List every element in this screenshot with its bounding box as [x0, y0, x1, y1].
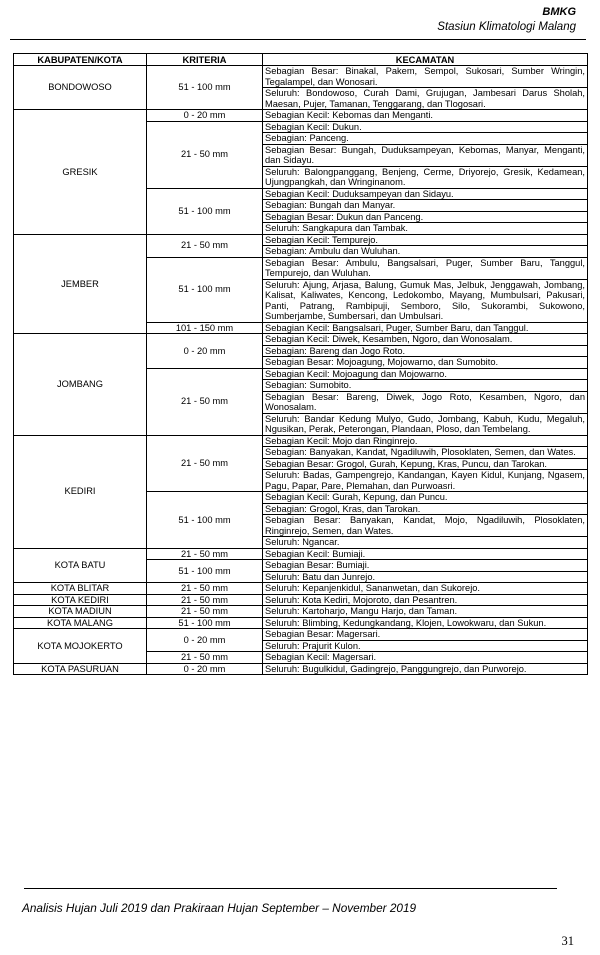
- kabupaten-cell: KOTA BATU: [14, 548, 147, 583]
- header-divider: [10, 39, 586, 40]
- kabupaten-cell: KOTA BLITAR: [14, 583, 147, 595]
- kecamatan-cell: Sebagian Besar: Banyakan, Kandat, Mojo, Ngadiluwih, Plosoklaten, Ringinrejo, Semen, dan Wates.: [263, 515, 588, 537]
- table-row: [14, 629, 588, 641]
- kecamatan-cell: Seluruh: Bugulkidul, Gadingrejo, Panggungrejo, dan Purworejo.: [263, 663, 588, 675]
- kecamatan-cell: Sebagian Besar: Dukun dan Panceng.: [263, 211, 588, 223]
- kecamatan-cell: Sebagian Kecil: Tempurejo.: [263, 234, 588, 246]
- kecamatan-cell: Sebagian Kecil: Magersari.: [263, 652, 588, 664]
- kecamatan-cell: Seluruh: Ajung, Arjasa, Balung, Gumuk Mas, Jelbuk, Jenggawah, Jombang, Kalisat, Kaliwates, Kencong, Ledokombo, Mayang, Mumbulsari, Pakusari, Panti, Patrang, Rambipuji, Semboro, Silo, Sukorambi, Sukowono, Sumberjambe, Sumbersari, dan Umbulsari.: [263, 279, 588, 322]
- kriteria-cell: 51 - 100 mm: [147, 257, 263, 322]
- kecamatan-cell: Seluruh: Bondowoso, Curah Dami, Grujugan, Jambesari Darus Sholah, Maesan, Pujer, Tamanan, Tenggarang, dan Tlogosari.: [263, 88, 588, 110]
- kriteria-cell: 51 - 100 mm: [147, 560, 263, 583]
- kecamatan-cell: Sebagian Kecil: Gurah, Kepung, dan Puncu.: [263, 492, 588, 504]
- kecamatan-cell: Sebagian: Grogol, Kras, dan Tarokan.: [263, 503, 588, 515]
- kriteria-cell: 0 - 20 mm: [147, 110, 263, 122]
- kabupaten-cell: KOTA MOJOKERTO: [14, 629, 147, 664]
- kecamatan-cell: Sebagian Kecil: Duduksampeyan dan Sidayu.: [263, 188, 588, 200]
- table-row: [14, 435, 588, 447]
- table-row: [14, 66, 588, 88]
- kecamatan-cell: Sebagian Kecil: Dukun.: [263, 121, 588, 133]
- kriteria-cell: 101 - 150 mm: [147, 322, 263, 334]
- kecamatan-cell: Seluruh: Kartoharjo, Mangu Harjo, dan Taman.: [263, 606, 588, 618]
- table-row: [14, 583, 588, 595]
- kecamatan-cell: Seluruh: Sangkapura dan Tambak.: [263, 223, 588, 235]
- kabupaten-cell: BONDOWOSO: [14, 66, 147, 110]
- kriteria-cell: 21 - 50 mm: [147, 548, 263, 560]
- table-row: [14, 617, 588, 629]
- kecamatan-cell: Seluruh: Prajurit Kulon.: [263, 640, 588, 652]
- table-row: [14, 548, 588, 560]
- column-header-kriteria: KRITERIA: [147, 54, 263, 66]
- kriteria-cell: 51 - 100 mm: [147, 492, 263, 549]
- kecamatan-cell: Sebagian Besar: Bungah, Duduksampeyan, Kebomas, Manyar, Menganti, dan Sidayu.: [263, 144, 588, 166]
- kecamatan-cell: Sebagian Besar: Ambulu, Bangsalsari, Puger, Sumber Baru, Tanggul, Tempurejo, dan Wuluhan.: [263, 257, 588, 279]
- kecamatan-cell: Seluruh: Ngancar.: [263, 537, 588, 549]
- kabupaten-cell: KOTA KEDIRI: [14, 594, 147, 606]
- kecamatan-cell: Seluruh: Bandar Kedung Mulyo, Gudo, Jombang, Kabuh, Kudu, Megaluh, Ngusikan, Perak, Peterongan, Plandaan, Ploso, dan Tembelang.: [263, 413, 588, 435]
- kriteria-cell: 0 - 20 mm: [147, 334, 263, 369]
- kecamatan-cell: Sebagian Kecil: Kebomas dan Menganti.: [263, 110, 588, 122]
- kecamatan-cell: Sebagian Besar: Binakal, Pakem, Sempol, Sukosari, Sumber Wringin, Tegalampel, dan Wonosari.: [263, 66, 588, 88]
- kecamatan-cell: Sebagian Besar: Bareng, Diwek, Jogo Roto, Kesamben, Ngoro, dan Wonosalam.: [263, 391, 588, 413]
- kabupaten-cell: KOTA PASURUAN: [14, 663, 147, 675]
- kecamatan-cell: Sebagian Kecil: Bangsalsari, Puger, Sumber Baru, dan Tanggul.: [263, 322, 588, 334]
- table-row: [14, 334, 588, 346]
- kriteria-cell: 21 - 50 mm: [147, 435, 263, 492]
- table-row: [14, 594, 588, 606]
- kriteria-cell: 21 - 50 mm: [147, 583, 263, 595]
- kecamatan-cell: Seluruh: Kota Kediri, Mojoroto, dan Pesantren.: [263, 594, 588, 606]
- kabupaten-cell: JOMBANG: [14, 334, 147, 436]
- header-org: BMKG: [542, 6, 576, 18]
- kecamatan-cell: Seluruh: Kepanjenkidul, Sananwetan, dan Sukorejo.: [263, 583, 588, 595]
- kriteria-cell: 51 - 100 mm: [147, 188, 263, 234]
- rainfall-table: [13, 53, 588, 675]
- page-number: 31: [561, 934, 574, 948]
- kecamatan-cell: Sebagian Kecil: Mojo dan Ringinrejo.: [263, 435, 588, 447]
- kecamatan-cell: Seluruh: Blimbing, Kedungkandang, Klojen, Lowokwaru, dan Sukun.: [263, 617, 588, 629]
- kecamatan-cell: Sebagian: Banyakan, Kandat, Ngadiluwih, Plosoklaten, Semen, dan Wates.: [263, 447, 588, 459]
- kriteria-cell: 51 - 100 mm: [147, 66, 263, 110]
- kecamatan-cell: Seluruh: Balongpanggang, Benjeng, Cerme, Driyorejo, Gresik, Kedamean, Ujungpangkah, dan Wringinanom.: [263, 166, 588, 188]
- table-header-row: [14, 54, 588, 66]
- kecamatan-cell: Sebagian Besar: Mojoagung, Mojowarno, dan Sumobito.: [263, 357, 588, 369]
- kabupaten-cell: GRESIK: [14, 110, 147, 235]
- table-row: [14, 234, 588, 246]
- kabupaten-cell: KEDIRI: [14, 435, 147, 548]
- kriteria-cell: 21 - 50 mm: [147, 606, 263, 618]
- column-header-kabupaten: KABUPATEN/KOTA: [14, 54, 147, 66]
- kriteria-cell: 0 - 20 mm: [147, 629, 263, 652]
- table-row: [14, 606, 588, 618]
- kabupaten-cell: KOTA MALANG: [14, 617, 147, 629]
- kriteria-cell: 0 - 20 mm: [147, 663, 263, 675]
- kriteria-cell: 21 - 50 mm: [147, 652, 263, 664]
- footer-divider: [24, 888, 557, 889]
- kecamatan-cell: Sebagian Kecil: Diwek, Kesamben, Ngoro, dan Wonosalam.: [263, 334, 588, 346]
- table-row: [14, 663, 588, 675]
- kecamatan-cell: Sebagian: Bungah dan Manyar.: [263, 200, 588, 212]
- kecamatan-cell: Sebagian Besar: Bumiaji.: [263, 560, 588, 572]
- kabupaten-cell: KOTA MADIUN: [14, 606, 147, 618]
- kecamatan-cell: Sebagian: Panceng.: [263, 133, 588, 145]
- header-station: Stasiun Klimatologi Malang: [437, 21, 576, 33]
- kecamatan-cell: Sebagian: Sumobito.: [263, 380, 588, 392]
- kriteria-cell: 51 - 100 mm: [147, 617, 263, 629]
- kriteria-cell: 21 - 50 mm: [147, 121, 263, 188]
- kriteria-cell: 21 - 50 mm: [147, 234, 263, 257]
- kecamatan-cell: Sebagian Besar: Magersari.: [263, 629, 588, 641]
- column-header-kecamatan: KECAMATAN: [263, 54, 588, 66]
- kecamatan-cell: Sebagian Kecil: Mojoagung dan Mojowarno.: [263, 368, 588, 380]
- footer-title: Analisis Hujan Juli 2019 dan Prakiraan Hujan September – November 2019: [22, 901, 417, 915]
- kriteria-cell: 21 - 50 mm: [147, 594, 263, 606]
- kecamatan-cell: Sebagian Besar: Grogol, Gurah, Kepung, Kras, Puncu, dan Tarokan.: [263, 458, 588, 470]
- kecamatan-cell: Sebagian: Bareng dan Jogo Roto.: [263, 345, 588, 357]
- kriteria-cell: 21 - 50 mm: [147, 368, 263, 435]
- kecamatan-cell: Seluruh: Batu dan Junrejo.: [263, 571, 588, 583]
- table-row: [14, 110, 588, 122]
- kecamatan-cell: Sebagian Kecil: Bumiaji.: [263, 548, 588, 560]
- kecamatan-cell: Seluruh: Badas, Gampengrejo, Kandangan, Kayen Kidul, Kunjang, Ngasem, Pagu, Papar, Pare, Plemahan, dan Purwoasri.: [263, 470, 588, 492]
- kabupaten-cell: JEMBER: [14, 234, 147, 334]
- kecamatan-cell: Sebagian: Ambulu dan Wuluhan.: [263, 246, 588, 258]
